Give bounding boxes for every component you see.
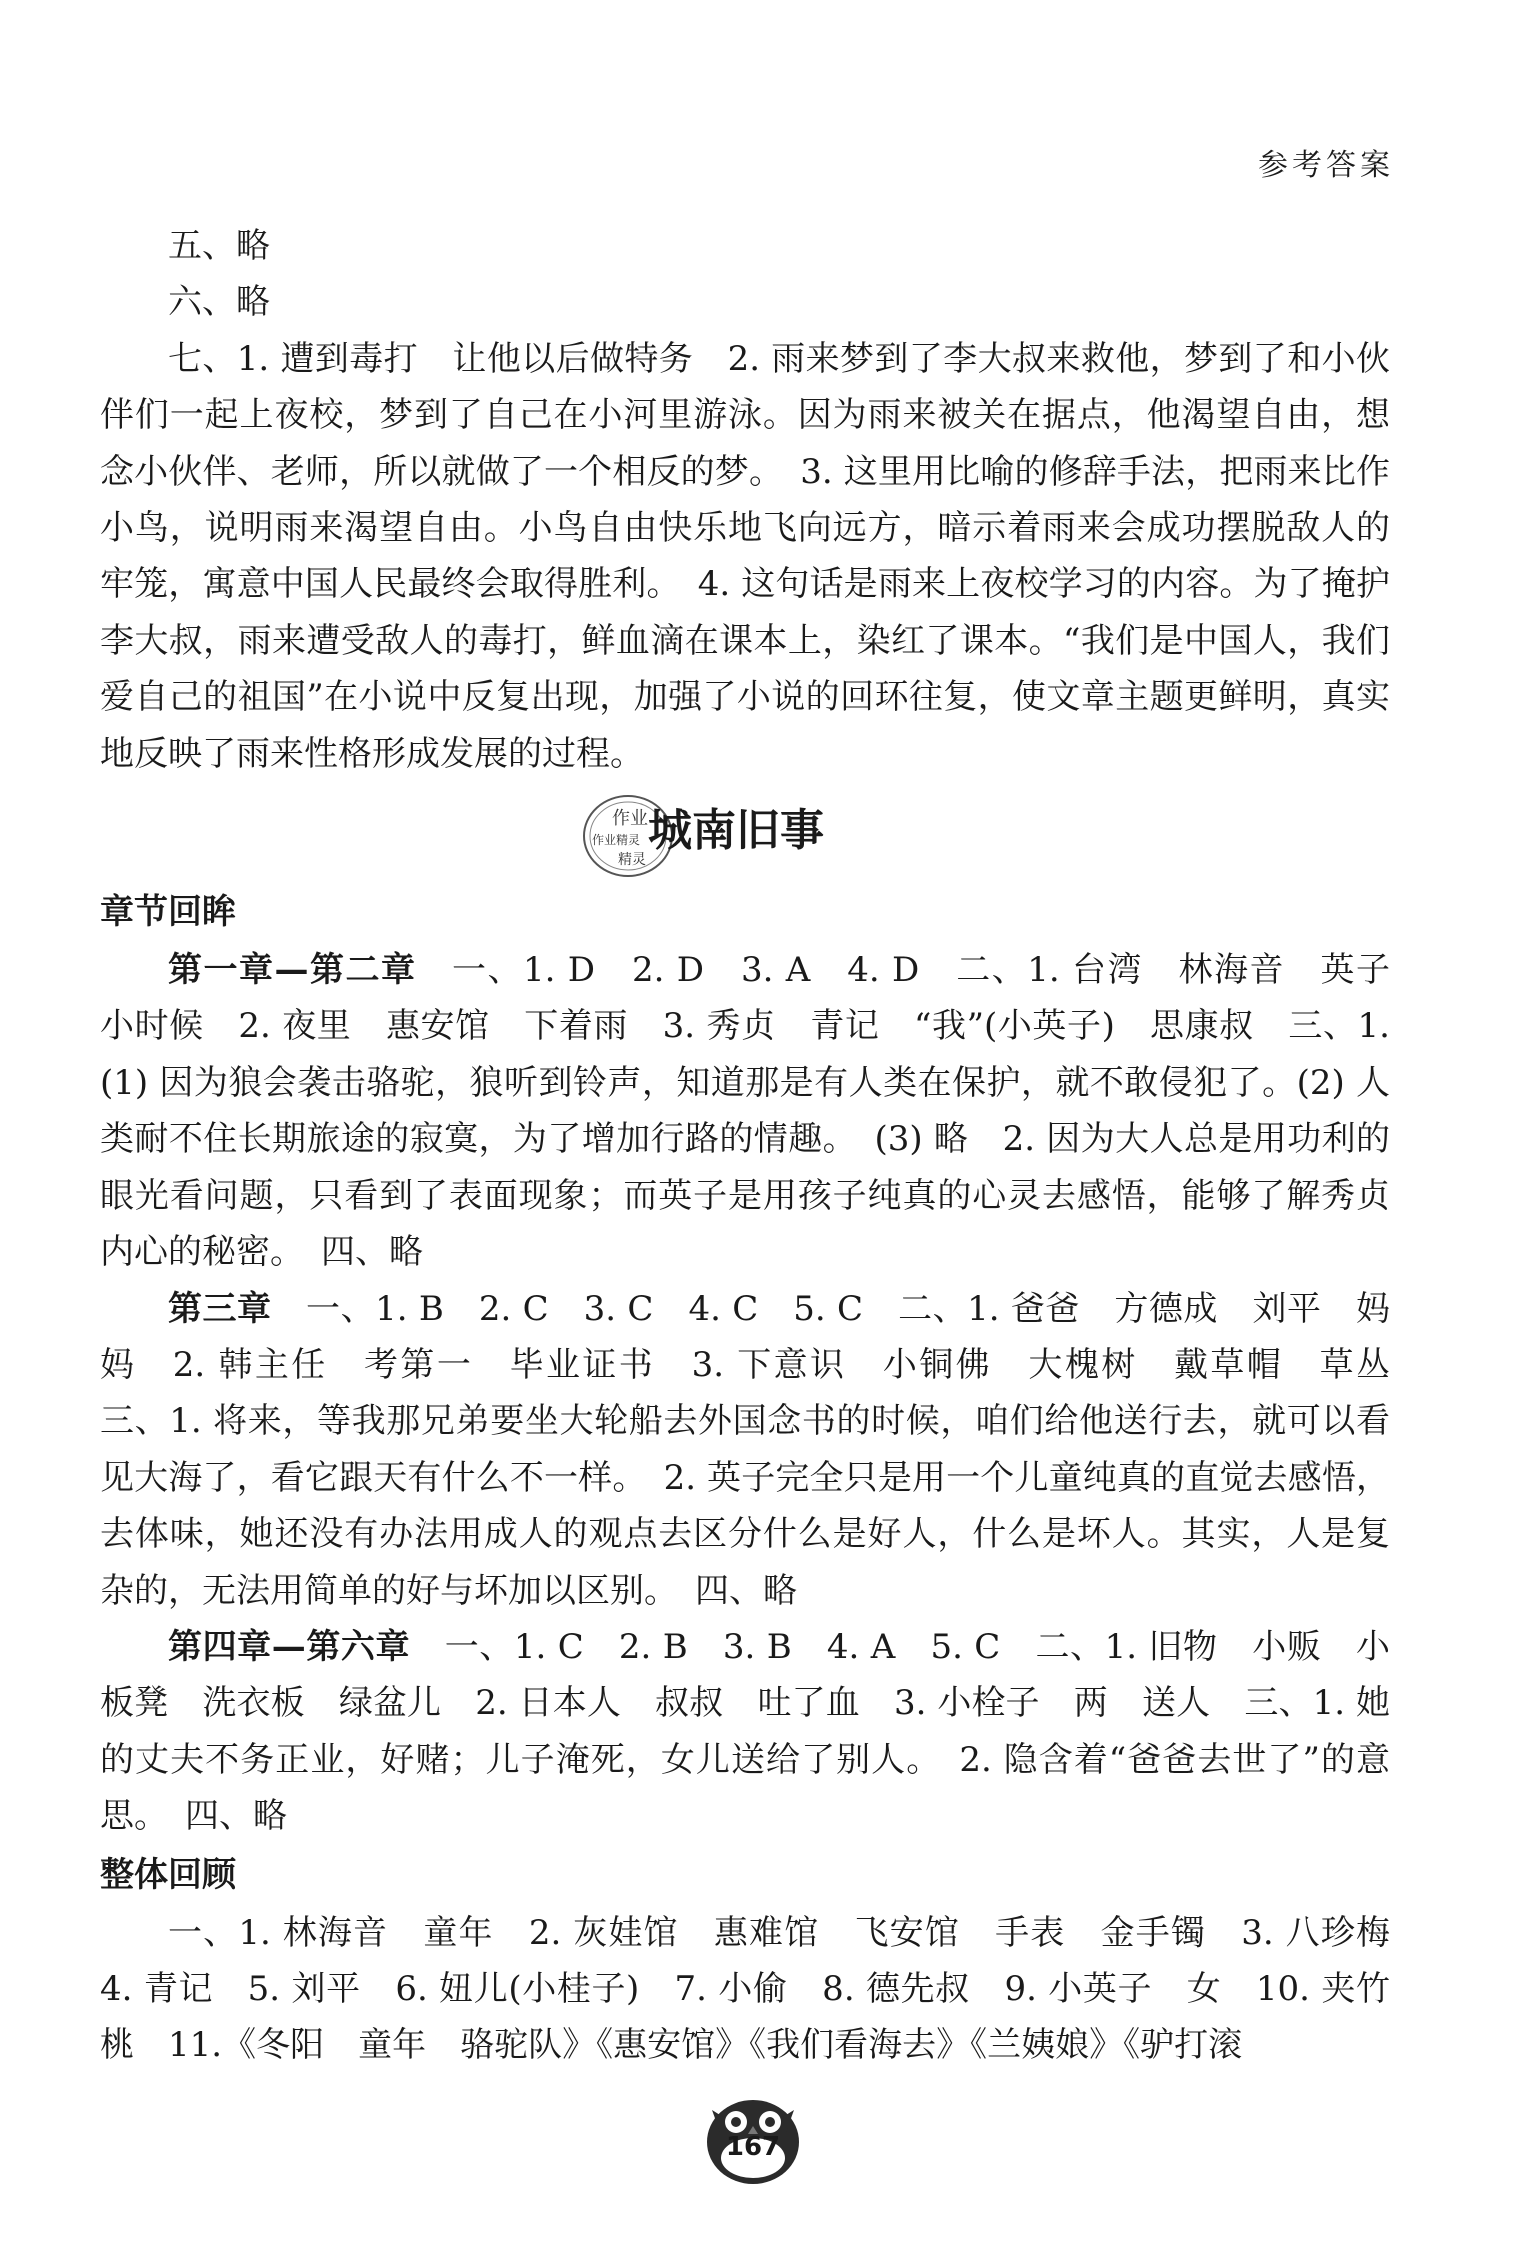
chapter-4-6-text: 一、1. C 2. B 3. B 4. A 5. C 二、1. 旧物 小贩 小板凳 洗衣板 绿盆儿 2. 日本人 叔叔 吐了血 3. 小栓子 两 送人 三、1. 她的丈夫不务正业，好赌；儿子淹死，女儿送给了别人。 2. 隐含着“爸爸去世了”的意思。 四、略 (100, 1626, 1390, 1837)
stamp-text-3: 精灵 (618, 852, 646, 869)
page-number: 167 (725, 2132, 781, 2162)
chapter-3-answers (100, 1281, 1424, 1619)
chapter-1-2-text: 一、1. D 2. D 3. A 4. D 二、1. 台湾 林海音 英子 小时候 2. 夜里 惠安馆 下着雨 3. 秀贞 青记 “我”(小英子) 思康叔 三、1. (1) 因为狼会袭击骆驼，狼听到铃声，知道那是有人类在保护，就不敢侵犯了。(2) 人类耐不住长期旅途的寂寞，为了增加行路的情趣。 (3) 略 2. 因为大人总是用功利的眼光看问题，只看到了表面现象；而英子是用孩子纯真的心灵去感悟，能够了解秀贞内心的秘密。 四、略 (100, 950, 1424, 1273)
page-header: 参考答案 (1258, 148, 1394, 183)
chapter-1-2-label: 第一章—第二章 (168, 950, 417, 991)
stamp-text-1: 作业 (612, 808, 648, 830)
answer-line-6: 六、略 (168, 282, 270, 323)
chapter-3-text: 一、1. B 2. C 3. C 4. C 5. C 二、1. 爸爸 方德成 刘平 妈妈 2. 韩主任 考第一 毕业证书 3. 下意识 小铜佛 大槐树 戴草帽 草丛 三、1. 将来，等我那兄弟要坐大轮船去外国念书的时候，咱们给他送行去，就可以看见大海了，看它跟天有什么不一样。 2. 英子完全只是用一个儿童纯真的直觉去感悟，去体味，她还没有办法用成人的观点去区分什么是好人，什么是坏人。其实，人是复杂的，无法用简单的好与坏加以区别。 四、略 (100, 1288, 1424, 1611)
chapter-4-6-answers (100, 1619, 1390, 1845)
stamp-text-2: 作业精灵 (592, 833, 641, 848)
chapter-1-2-answers (100, 942, 1424, 1280)
section-title-block (100, 786, 1390, 882)
chapter-3-label: 第三章 (168, 1288, 272, 1329)
chapter-4-6-label: 第四章—第六章 (168, 1626, 411, 1667)
chapter-review-heading: 章节回眸 (100, 892, 236, 933)
section-title: 城南旧事 (648, 805, 824, 857)
answer-line-7: 七、1. 遭到毒打 让他以后做特务 2. 雨来梦到了李大叔来救他，梦到了和小伙伴们一起上夜校，梦到了自己在小河里游泳。因为雨来被关在据点，他渴望自由，想念小伙伴、老师，所以就做了一个相反的梦。 3. 这里用比喻的修辞手法，把雨来比作小鸟，说明雨来渴望自由。小鸟自由快乐地飞向远方，暗示着雨来会成功摆脱敌人的牢笼，寓意中国人民最终会取得胜利。 4. 这句话是雨来上夜校学习的内容。为了掩护李大叔，雨来遭受敌人的毒打，鲜血滴在课本上，染红了课本。“我们是中国人，我们爱自己的祖国”在小说中反复出现，加强了小说的回环往复，使文章主题更鲜明，真实地反映了雨来性格形成发展的过程。 (100, 338, 1390, 774)
page-content (100, 218, 1424, 2074)
page-number-badge (698, 2080, 808, 2190)
answer-line-5: 五、略 (168, 226, 270, 266)
overall-review-heading: 整体回顾 (100, 1854, 236, 1895)
overall-review-text: 一、1. 林海音 童年 2. 灰娃馆 惠难馆 飞安馆 手表 金手镯 3. 八珍梅 4. 青记 5. 刘平 6. 妞儿(小桂子) 7. 小偷 8. 德先叔 9. 小英子 女 10. 夹竹桃 11.《冬阳 童年 骆驼队》《惠安馆》《我们看海去》《兰姨娘》《驴打滚 (100, 1912, 1424, 2066)
